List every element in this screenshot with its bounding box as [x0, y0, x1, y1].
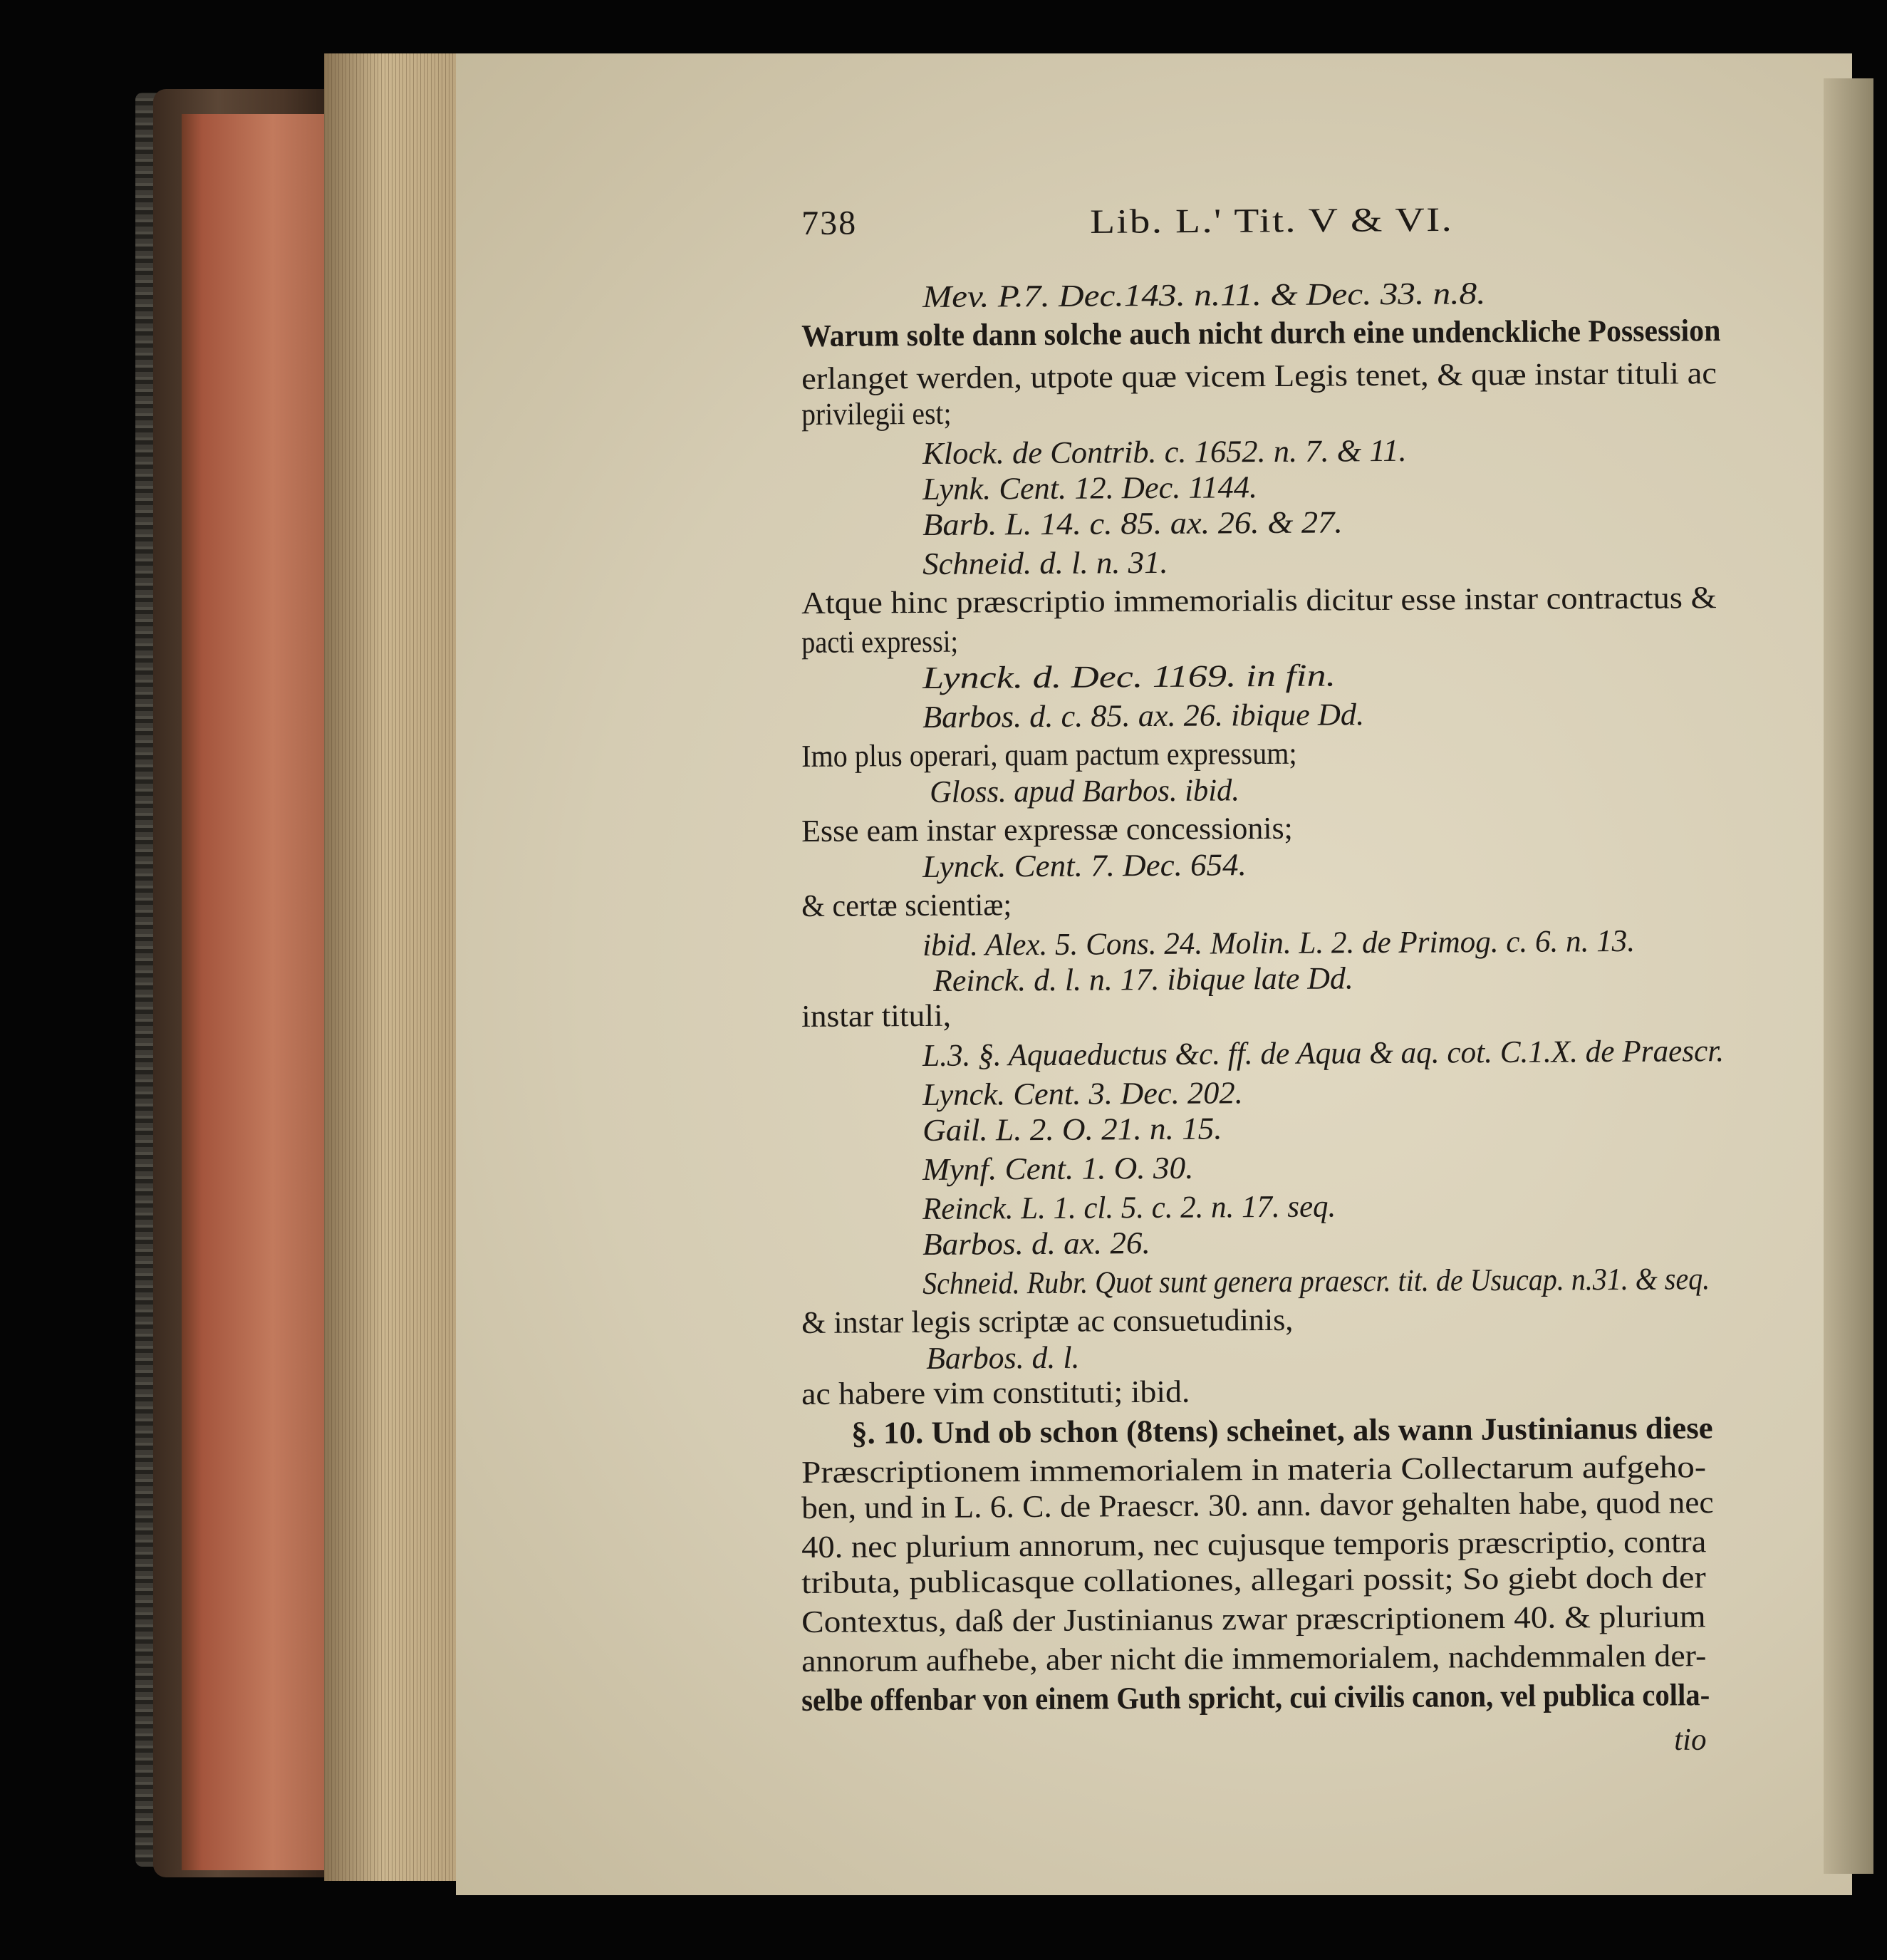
text-line: Lynck. Cent. 7. Dec. 654. [922, 847, 1247, 884]
text-line: Imo plus operari, quam pactum expressum; [801, 735, 1297, 774]
text-line: & certæ scientiæ; [801, 887, 1012, 923]
text-line: pacti expressi; [801, 623, 959, 660]
text-line: tio [1673, 1721, 1707, 1757]
text-line: selbe offenbar von einem Guth spricht, cui civilis canon, vel publica colla- [801, 1677, 1710, 1718]
text-line: Mynf. Cent. 1. O. 30. [922, 1150, 1194, 1187]
text-line: L.3. §. Aquaeductus &c. ff. de Aqua & aq. cot. C.1.X. de Praescr. [922, 1033, 1725, 1073]
text-line: Barbos. d. ax. 26. [922, 1225, 1150, 1262]
text-line: Warum solte dann solche auch nicht durch eine undenckliche Possession [801, 313, 1721, 353]
text-line: Atque hinc præscriptio immemorialis dicitur esse instar contractus & [801, 580, 1717, 621]
text-line: Esse eam instar expressæ concessionis; [801, 810, 1293, 849]
text-line: Gloss. apud Barbos. ibid. [929, 772, 1240, 809]
text-line: ben, und in L. 6. C. de Praescr. 30. ann. davor gehalten habe, quod nec [801, 1485, 1714, 1525]
page-number: 738 [801, 204, 858, 242]
text-line: Barbos. d. c. 85. ax. 26. ibique Dd. [922, 697, 1365, 735]
text-line: ibid. Alex. 5. Cons. 24. Molin. L. 2. de Primog. c. 6. n. 13. [922, 923, 1636, 963]
text-line: & instar legis scriptæ ac consuetudinis, [801, 1302, 1294, 1340]
text-line: Reinck. L. 1. cl. 5. c. 2. n. 17. seq. [922, 1188, 1336, 1226]
text-line: Præscriptionem immemorialem in materia Collectarum aufgeho- [801, 1449, 1707, 1490]
text-line: privilegii est; [801, 395, 952, 432]
text-line: Reinck. d. l. n. 17. ibique late Dd. [932, 960, 1353, 998]
text-line: Gail. L. 2. O. 21. n. 15. [922, 1111, 1222, 1148]
text-line: Lynk. Cent. 12. Dec. 1144. [922, 470, 1258, 507]
text-line: erlanget werden, utpote quæ vicem Legis tenet, & quæ instar tituli ac [801, 356, 1717, 396]
text-line: Lynck. Cent. 3. Dec. 202. [922, 1075, 1243, 1112]
text-line: 40. nec plurium annorum, nec cujusque temporis præscriptio, contra [801, 1524, 1707, 1565]
text-line: Lynck. d. Dec. 1169. in fin. [922, 658, 1336, 695]
page-curl-right [1824, 78, 1873, 1874]
text-line: Barb. L. 14. c. 85. ax. 26. & 27. [922, 504, 1343, 542]
text-line: tributa, publicasque collationes, allegari possit; So giebt doch der [801, 1560, 1706, 1600]
text-line: ac habere vim constituti; ibid. [801, 1374, 1190, 1411]
text-line: instar tituli, [801, 997, 952, 1034]
text-line: Barbos. d. l. [925, 1339, 1080, 1376]
text-line: Schneid. d. l. n. 31. [922, 544, 1168, 581]
text-line: Mev. P.7. Dec.143. n.11. & Dec. 33. n.8. [922, 276, 1486, 314]
page-stack-lines [324, 53, 456, 1881]
text-line: §. 10. Und ob schon (8tens) scheinet, als wann Justinianus diese [851, 1410, 1713, 1451]
text-line: Contextus, daß der Justinianus zwar præscriptionem 40. & plurium [801, 1599, 1706, 1639]
running-head: Lib. L.' Tit. V & VI. [1089, 200, 1454, 241]
text-line: Schneid. Rubr. Quot sunt genera praescr. tit. de Usucap. n.31. & seq. [922, 1261, 1710, 1301]
text-line: Klock. de Contrib. c. 1652. n. 7. & 11. [922, 432, 1407, 471]
text-line: annorum aufhebe, aber nicht die immemorialem, nachdemmalen der- [801, 1638, 1707, 1679]
